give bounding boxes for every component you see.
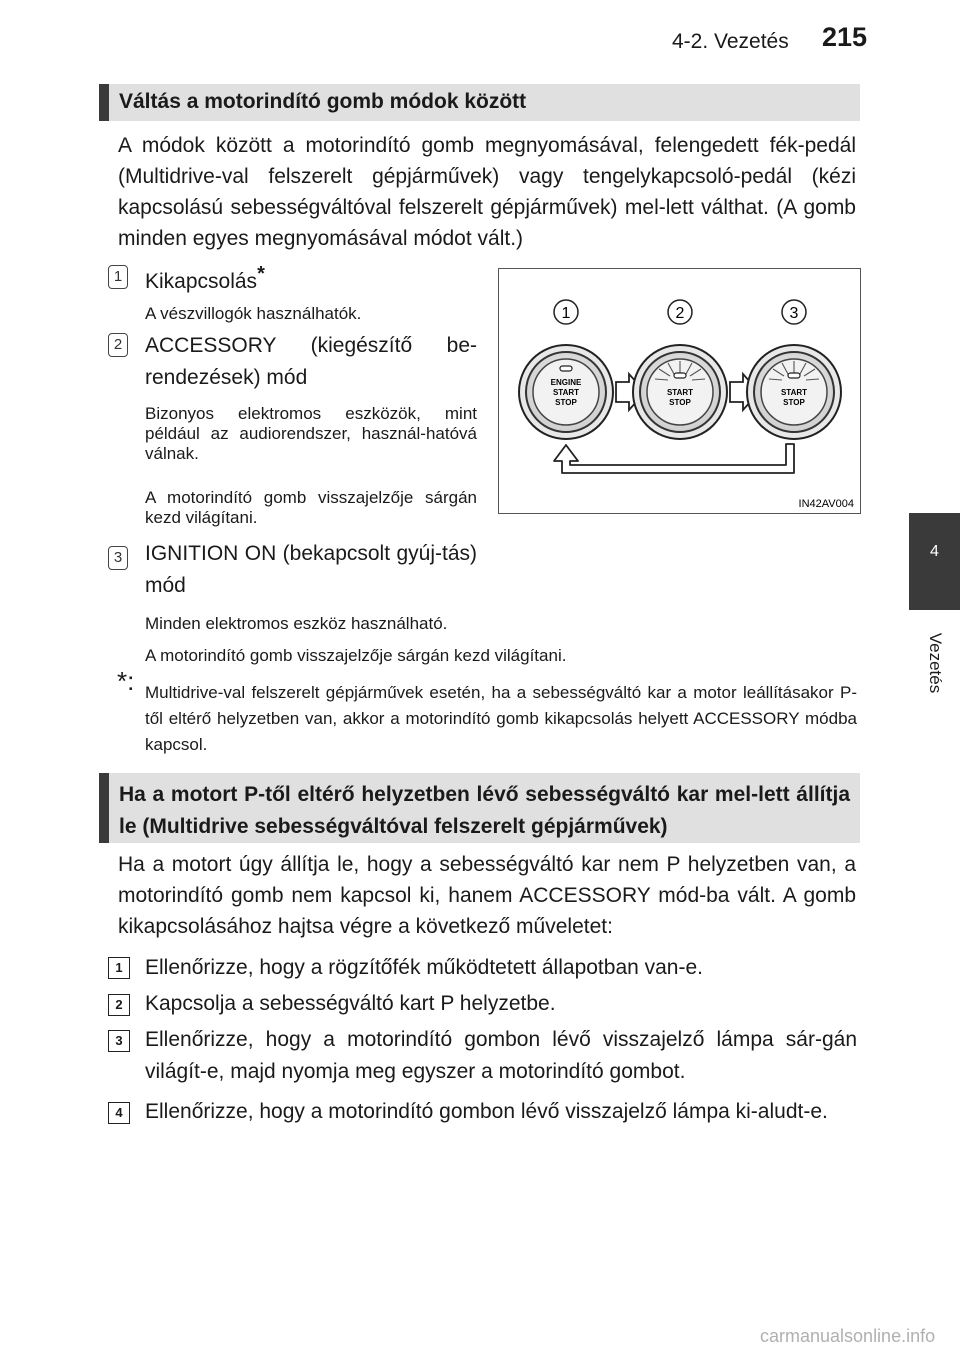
mode-description: A vészvillogók használhatók. [145, 304, 362, 323]
start-button-off [519, 345, 613, 439]
start-button-accessory [633, 345, 727, 439]
footnote: Multidrive-val felszerelt gépjárművek esetén, ha a sebességváltó kar a motor leállításakor P-től eltérő helyzetben van, akkor a motorindító gomb kikapcsolás helyett ACCESSORY módba kapcsol. [145, 683, 857, 754]
mode-title: ACCESSORY (kiegészítő be-rendezések) mód [145, 334, 477, 389]
footnote-marker: *: [117, 666, 135, 696]
button-text: STOP [669, 398, 691, 407]
mode-number: 3 [108, 546, 128, 570]
chapter-tab-label: Vezetés [926, 632, 945, 694]
button-text: START [666, 388, 694, 397]
button-text: START [780, 388, 808, 397]
mode-title: IGNITION ON (bekapcsolt gyúj-tás) mód [145, 542, 477, 597]
section-intro: Ha a motort úgy állítja le, hogy a sebességváltó kar nem P helyzetben van, a motorindító gomb nem kapcsol ki, hanem ACCESSORY mód-ba vált. A gomb kikapcsolásához hajtsa végre a következő műveletet: [118, 853, 856, 938]
watermark: carmanualsonline.info [760, 1326, 936, 1346]
section-heading-modes: Váltás a motorindító gomb módok között [99, 84, 860, 121]
figure-label: 2 [675, 305, 685, 322]
mode-number: 1 [108, 265, 128, 289]
button-text: ENGINE [550, 378, 582, 387]
start-button-diagram [499, 269, 860, 513]
chapter-title: 4-2. Vezetés [672, 30, 789, 53]
mode-title-text: Kikapcsolás [145, 270, 258, 293]
start-button-ignition-on [747, 345, 841, 439]
page-number: 215 [822, 22, 868, 52]
step-number: 4 [108, 1102, 130, 1124]
step-text: Kapcsolja a sebességváltó kart P helyzetbe. [145, 992, 556, 1015]
step-number: 1 [108, 957, 130, 979]
button-text: START [552, 388, 580, 397]
return-arrow-icon [554, 444, 794, 473]
step-number: 3 [108, 1030, 130, 1052]
chapter-tab-number: 4 [930, 543, 939, 560]
mode-number: 2 [108, 333, 128, 357]
mode-description: Bizonyos elektromos eszközök, mint például az audiorendszer, használ-hatóvá válnak. [145, 404, 477, 463]
mode-description: Minden elektromos eszköz használható. [145, 614, 448, 633]
button-text: STOP [555, 398, 577, 407]
figure-code: IN42AV004 [798, 498, 854, 510]
section-heading-accessory-mode: Ha a motort P-től eltérő helyzetben lévő sebességváltó kar mel-lett állítja le (Multidrive sebességváltóval felszerelt gépjárművek) [99, 773, 860, 843]
step-labels [554, 300, 806, 324]
step-text: Ellenőrizze, hogy a motorindító gombon lévő visszajelző lámpa ki-aludt-e. [145, 1100, 828, 1123]
start-button-figure [498, 268, 861, 514]
mode-title [145, 258, 265, 298]
figure-label: 1 [561, 305, 571, 322]
chapter-tab [909, 513, 960, 610]
section-intro: A módok között a motorindító gomb megnyomásával, felengedett fék-pedál (Multidrive-val felszerelt gépjárművek) vagy tengelykapcsoló-pedál (kézi kapcsolású sebességváltóval felszerelt gépjárművek) mel-lett válthat. (A gomb minden egyes megnyomásával módot vált.) [118, 134, 856, 250]
step-number: 2 [108, 994, 130, 1016]
mode-description: A motorindító gomb visszajelzője sárgán kezd világítani. [145, 488, 477, 527]
button-text: STOP [783, 398, 805, 407]
figure-label: 3 [789, 305, 799, 322]
step-text: Ellenőrizze, hogy a motorindító gombon lévő visszajelző lámpa sár-gán világít-e, majd nyomja meg egyszer a motorindító gombot. [145, 1028, 857, 1083]
mode-description: A motorindító gomb visszajelzője sárgán kezd világítani. [145, 646, 567, 665]
step-text: Ellenőrizze, hogy a rögzítőfék működtetett állapotban van-e. [145, 956, 703, 979]
footnote-marker: * [257, 263, 265, 285]
